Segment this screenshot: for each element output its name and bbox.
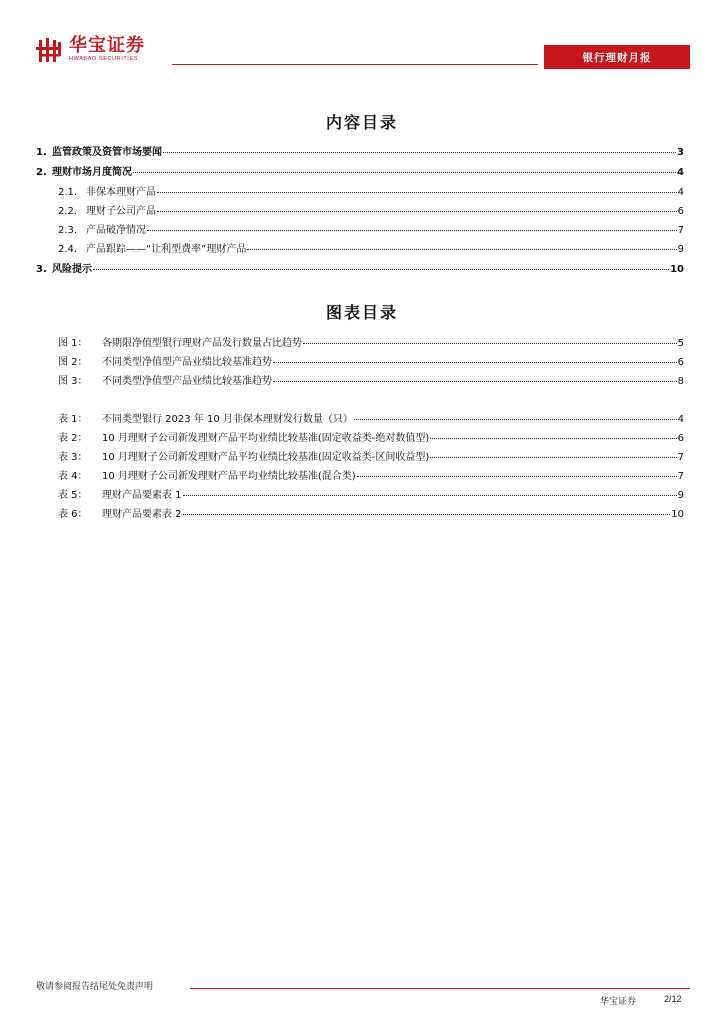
figure-label: 图 2： bbox=[58, 357, 88, 368]
toc-page-number: 7 bbox=[677, 225, 684, 236]
figures-title: 图表目录 bbox=[325, 303, 398, 322]
toc-leader bbox=[430, 428, 676, 439]
toc-text: 产品跟踪——“让利型费率”理财产品 bbox=[86, 244, 247, 255]
toc-leader bbox=[357, 466, 677, 477]
toc-page-number: 6 bbox=[677, 206, 684, 217]
toc-leader bbox=[157, 182, 677, 193]
toc-leader bbox=[303, 333, 677, 344]
footer-divider bbox=[190, 988, 690, 989]
logo-chinese-name: 华宝证券 bbox=[69, 35, 145, 56]
figure-label: 图 3： bbox=[58, 376, 88, 387]
toc-page-number: 9 bbox=[677, 244, 684, 255]
toc-page-number: 10 bbox=[670, 264, 684, 275]
toc-page-number: 6 bbox=[677, 433, 684, 444]
toc-leader bbox=[183, 485, 677, 496]
table-text: 10 月理财子公司新发理财产品平均业绩比较基准(固定收益类-区间收益型) bbox=[102, 452, 430, 463]
toc-entry[interactable] bbox=[58, 201, 684, 217]
toc-text: 非保本理财产品 bbox=[86, 187, 156, 198]
toc-entry[interactable] bbox=[36, 259, 684, 275]
hwabao-logo-icon bbox=[36, 36, 66, 64]
footer-disclaimer: 敬请参阅报告结尾处免责声明 bbox=[36, 982, 154, 992]
table-text: 10 月理财子公司新发理财产品平均业绩比较基准(固定收益类-绝对数值型) bbox=[102, 433, 430, 444]
figure-text: 各期限净值型银行理财产品发行数量占比趋势 bbox=[102, 338, 302, 349]
toc-entry[interactable] bbox=[36, 142, 684, 158]
toc-entry[interactable] bbox=[58, 239, 684, 255]
toc-number: 2.2. bbox=[58, 206, 78, 217]
table-entry[interactable] bbox=[58, 409, 684, 425]
table-label: 表 4： bbox=[58, 471, 88, 482]
table-entry[interactable] bbox=[58, 504, 684, 520]
toc-page-number: 7 bbox=[677, 471, 684, 482]
report-type-badge: 银行理财月报 bbox=[544, 45, 690, 69]
header-divider bbox=[172, 64, 538, 65]
toc-text: 理财子公司产品 bbox=[86, 206, 156, 217]
toc-leader bbox=[273, 371, 677, 382]
toc-entry[interactable] bbox=[36, 162, 684, 178]
toc-number: 2.3. bbox=[58, 225, 78, 236]
toc-page-number: 8 bbox=[677, 376, 684, 387]
table-label: 表 6： bbox=[58, 509, 88, 520]
toc-page-number: 5 bbox=[677, 338, 684, 349]
page-number: 2/12 bbox=[664, 994, 682, 1004]
table-text: 10 月理财子公司新发理财产品平均业绩比较基准(混合类) bbox=[102, 471, 356, 482]
table-entry[interactable] bbox=[58, 447, 684, 463]
footer-company: 华宝证券 bbox=[600, 997, 637, 1007]
toc-text: 理财市场月度简况 bbox=[52, 167, 132, 178]
toc-leader bbox=[430, 447, 676, 458]
toc-leader bbox=[183, 504, 671, 515]
toc-leader bbox=[354, 409, 677, 420]
toc-page-number: 10 bbox=[671, 509, 684, 520]
toc-page-number: 4 bbox=[677, 167, 684, 178]
figure-text: 不同类型净值型产品业绩比较基准趋势 bbox=[102, 376, 272, 387]
page-header bbox=[0, 0, 724, 80]
toc-leader bbox=[133, 162, 676, 173]
toc-leader bbox=[147, 220, 677, 231]
figure-entry[interactable] bbox=[58, 371, 684, 387]
company-logo bbox=[36, 36, 145, 66]
toc-number: 2.1. bbox=[58, 187, 78, 198]
table-entry[interactable] bbox=[58, 428, 684, 444]
table-label: 表 5： bbox=[58, 490, 88, 501]
toc-number: 2.4. bbox=[58, 244, 78, 255]
toc-page-number: 6 bbox=[677, 357, 684, 368]
figure-label: 图 1： bbox=[58, 338, 88, 349]
toc-text: 产品破净情况 bbox=[86, 225, 146, 236]
table-text: 理财产品要素表 1 bbox=[102, 490, 182, 501]
figure-entry[interactable] bbox=[58, 333, 684, 349]
table-label: 表 1： bbox=[58, 414, 88, 425]
toc-leader bbox=[93, 259, 669, 270]
figure-entry[interactable] bbox=[58, 352, 684, 368]
toc-leader bbox=[163, 142, 676, 153]
table-text: 不同类型银行 2023 年 10 月非保本理财发行数量（只） bbox=[102, 414, 353, 425]
toc-page-number: 7 bbox=[677, 452, 684, 463]
toc-leader bbox=[157, 201, 677, 212]
toc-text: 监管政策及资管市场要闻 bbox=[52, 147, 162, 158]
toc-leader bbox=[247, 239, 676, 250]
toc-entry[interactable] bbox=[58, 182, 684, 198]
toc-number: 2. bbox=[36, 167, 47, 178]
toc-page-number: 9 bbox=[677, 490, 684, 501]
toc-number: 3. bbox=[36, 264, 47, 275]
contents-title: 内容目录 bbox=[325, 113, 398, 132]
figure-text: 不同类型净值型产品业绩比较基准趋势 bbox=[102, 357, 272, 368]
toc-text: 风险提示 bbox=[52, 264, 92, 275]
toc-page-number: 3 bbox=[677, 147, 684, 158]
table-label: 表 3： bbox=[58, 452, 88, 463]
table-text: 理财产品要素表 2 bbox=[102, 509, 182, 520]
toc-leader bbox=[273, 352, 677, 363]
table-entry[interactable] bbox=[58, 466, 684, 482]
toc-page-number: 4 bbox=[677, 187, 684, 198]
toc-number: 1. bbox=[36, 147, 47, 158]
table-entry[interactable] bbox=[58, 485, 684, 501]
logo-english-name: HWABAO SECURITIES bbox=[69, 56, 138, 62]
toc-entry[interactable] bbox=[58, 220, 684, 236]
table-label: 表 2： bbox=[58, 433, 88, 444]
toc-page-number: 4 bbox=[677, 414, 684, 425]
